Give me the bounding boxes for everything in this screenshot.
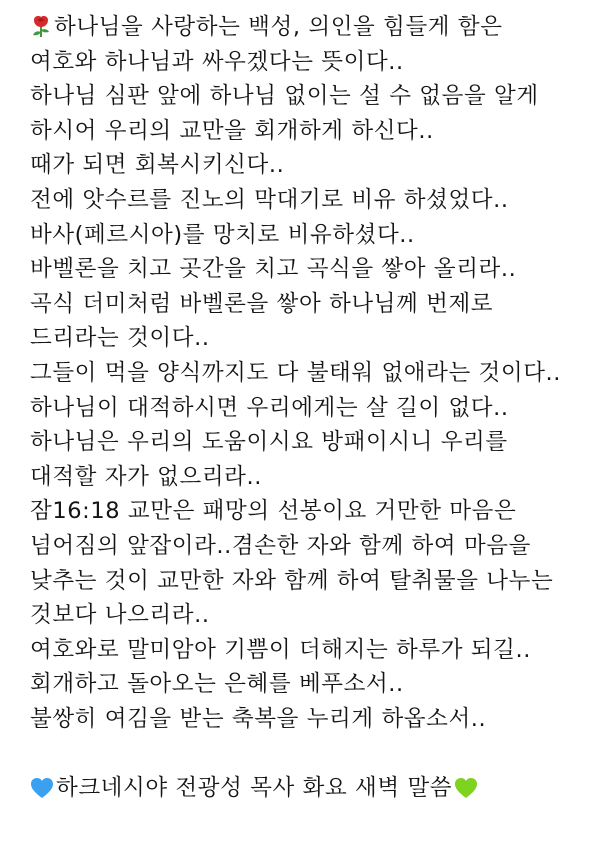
- note-line-14: 대적할 자가 없으리라..: [30, 463, 263, 490]
- note-line-19: 여호와로 말미암아 기쁨이 더해지는 하루가 되길..: [30, 636, 531, 663]
- note-line-20: 회개하고 돌아오는 은혜를 베푸소서..: [30, 671, 404, 698]
- blank-spacer: [30, 736, 582, 771]
- note-line-12: 하나님이 대적하시면 우리에게는 살 길이 없다..: [30, 394, 509, 421]
- note-line-21: 불쌍히 여김을 받는 축복을 누리게 하옵소서..: [30, 705, 487, 732]
- blue-heart-icon: [30, 775, 54, 810]
- green-heart-icon: [454, 775, 478, 810]
- note-line-13: 하나님은 우리의 도움이시요 방패이시니 우리를: [30, 429, 508, 456]
- note-line-1: [30, 10, 582, 45]
- note-line-6: 전에 앗수르를 진노의 막대기로 비유 하셨었다..: [30, 186, 509, 213]
- note-line-15: 잠16:18 교만은 패망의 선봉이요 거만한 마음은: [30, 498, 517, 525]
- note-line-7: 바사(페르시아)를 망치로 비유하셨다..: [30, 221, 415, 248]
- signature-text: 하크네시야 전광성 목사 화요 새벽 말씀: [56, 775, 453, 802]
- note-line-4: 하시어 우리의 교만을 회개하게 하신다..: [30, 117, 434, 144]
- note-line-11: 그들이 먹을 양식까지도 다 불태워 없애라는 것이다..: [30, 359, 562, 386]
- signature-line: [30, 771, 582, 806]
- note-line-5: 때가 되면 회복시키신다..: [30, 152, 285, 179]
- note-line-17: 낮추는 것이 교만한 자와 함께 하여 탈취물을 나누는: [30, 567, 554, 594]
- note-line-18: 것보다 나으리라..: [30, 602, 210, 629]
- note-line-3: 하나님 심판 앞에 하나님 없이는 설 수 없음을 알게: [30, 83, 539, 110]
- note-line-1-text: 하나님을 사랑하는 백성, 의인을 힘들게 함은: [54, 14, 503, 40]
- note-line-10: 드리라는 것이다..: [30, 325, 210, 352]
- note-line-8: 바벨론을 치고 곳간을 치고 곡식을 쌓아 올리라..: [30, 256, 517, 283]
- note-line-9: 곡식 더미처럼 바벨론을 쌓아 하나님께 번제로: [30, 290, 494, 317]
- rose-icon: [30, 14, 52, 49]
- note-line-2: 여호와 하나님과 싸우겠다는 뜻이다..: [30, 48, 404, 75]
- note-line-16: 넘어짐의 앞잡이라..겸손한 자와 함께 하여 마음을: [30, 532, 531, 559]
